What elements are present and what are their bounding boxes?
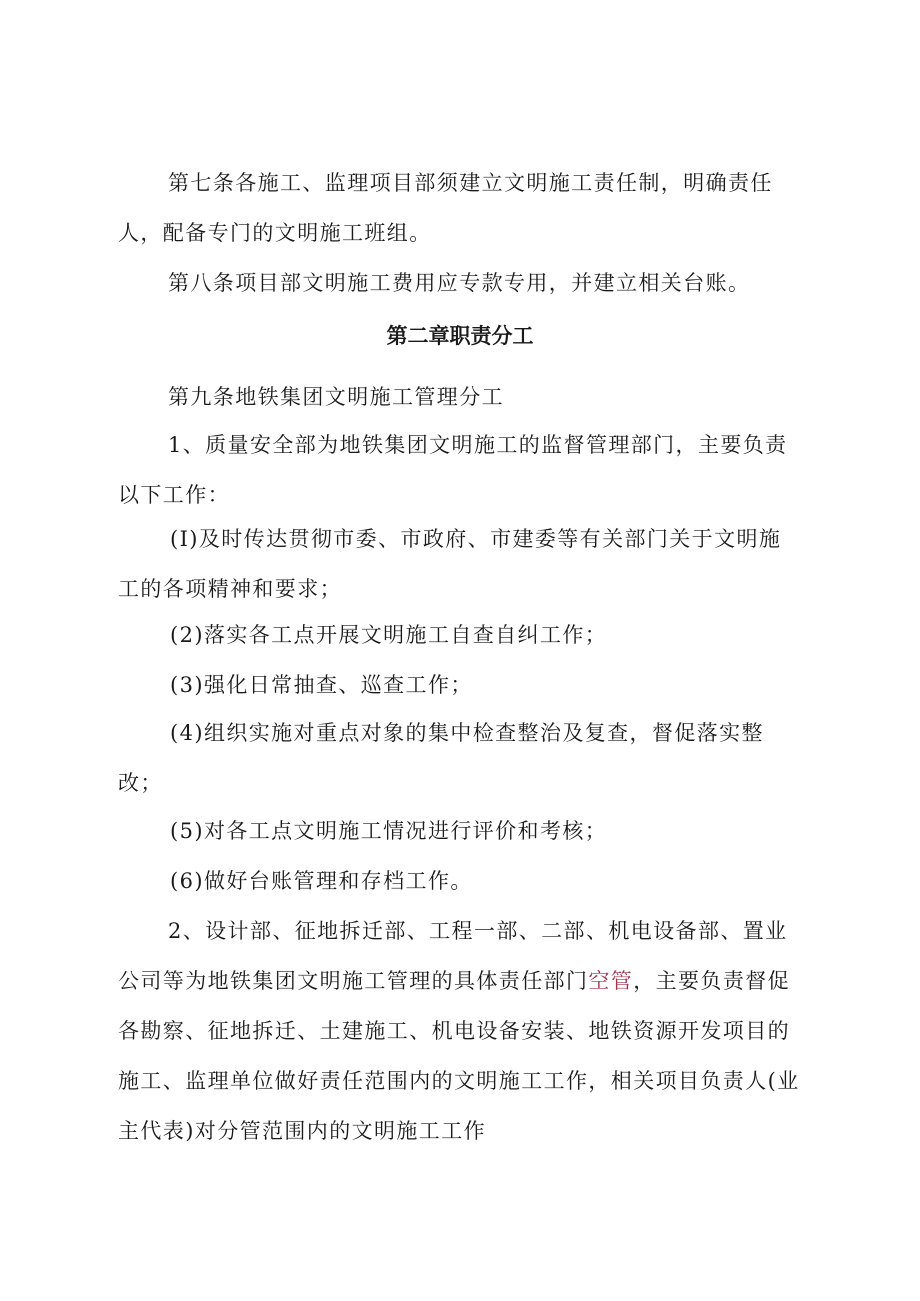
item-1-sub-2: (2)落实各工点开展文明施工自查自纠工作； — [170, 623, 608, 647]
item-2-text-before: 2、设计部、征地拆迁部、工程一部、二部、机电设备部、置业公司等为地铁集团文明施工管理的具体责任部门 — [118, 919, 788, 993]
item-1-sub-6: (6)做好台账管理和存档工作。 — [170, 869, 473, 893]
article-7-paragraph: 第七条各施工、监理项目部须建立文明施工责任制，明确责任人，配备专门的文明施工班组。 — [118, 171, 773, 245]
item-1-sub-5: (5)对各工点文明施工情况进行评价和考核； — [170, 819, 608, 843]
item-1-sub-4: (4)组织实施对重点对象的集中检查整治及复查，督促落实整改； — [118, 721, 764, 795]
article-9-title: 第九条地铁集团文明施工管理分工 — [168, 385, 504, 409]
item-2-paragraph — [118, 906, 802, 1156]
article-8-paragraph: 第八条项目部文明施工费用应专款专用，并建立相关台账。 — [168, 271, 751, 295]
item-2-highlight: 空管 — [588, 969, 634, 993]
item-2-text-after: ，主要负责督促各勘察、征地拆迁、土建施工、机电设备安装、地铁资源开发项目的施工、监理单位做好责任范围内的文明施工工作，相关项目负责人(业主代表)对分管范围内的文明施工工作 — [118, 969, 800, 1143]
chapter-heading: 第二章职责分工 — [386, 324, 534, 348]
item-1-sub-1: (I)及时传达贯彻市委、市政府、市建委等有关部门关于文明施工的各项精神和要求； — [118, 527, 782, 601]
item-1-intro: 1、质量安全部为地铁集团文明施工的监督管理部门，主要负责以下工作： — [118, 433, 788, 507]
item-1-sub-3: (3)强化日常抽查、巡查工作； — [170, 673, 473, 697]
